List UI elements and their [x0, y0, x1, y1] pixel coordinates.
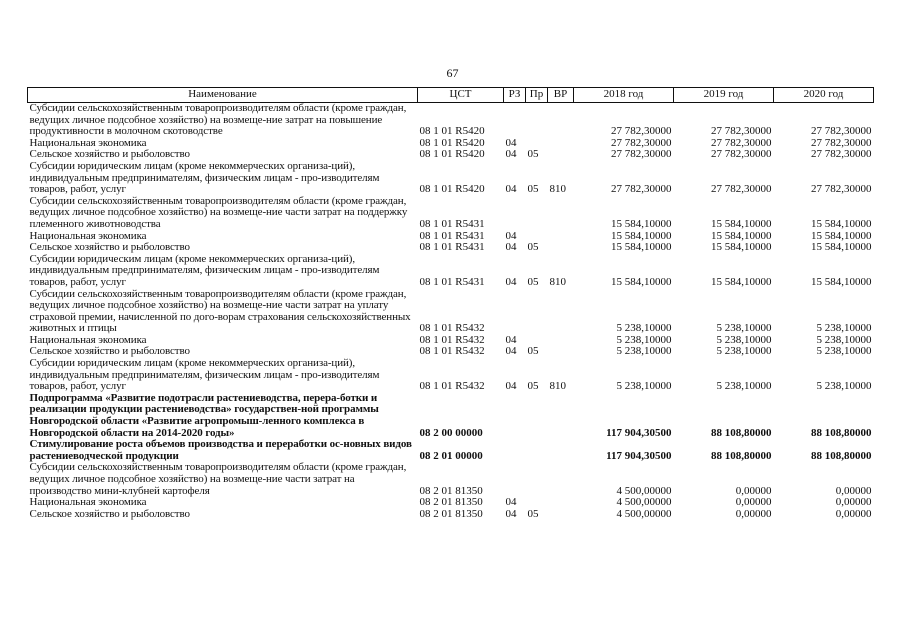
row-name: Сельское хозяйство и рыболовство	[29, 345, 190, 358]
row-2019: 15 584,10000	[711, 229, 772, 242]
page-number: 67	[446, 66, 459, 80]
row-2019: 88 108,80000	[711, 449, 772, 462]
row-name: Сельское хозяйство и рыболовство	[29, 241, 190, 254]
row-name: Сельское хозяйство и рыболовство	[29, 507, 190, 520]
header-rz: РЗ	[504, 88, 526, 103]
row-2020: 27 782,30000	[811, 183, 872, 196]
row-2020: 88 108,80000	[811, 426, 872, 439]
row-vr	[548, 103, 574, 138]
table-row	[28, 196, 874, 231]
row-rz	[504, 439, 526, 462]
row-name: Субсидии юридическим лицам (кроме некоммерческих организа-ций), индивидуальным предпринимателям, физическим лицам - про-изводителям товаров, работ, услуг	[29, 357, 380, 393]
header-2018: 2018 год	[574, 88, 674, 103]
row-rz	[504, 103, 526, 138]
row-vr	[548, 335, 574, 347]
table-row	[28, 509, 874, 521]
row-cst: 08 2 01 81350	[419, 484, 483, 497]
row-2020: 5 238,10000	[816, 380, 872, 393]
row-cst: 08 1 01 R5432	[419, 380, 485, 393]
table-body	[28, 103, 874, 521]
row-name: Субсидии сельскохозяйственным товаропроизводителям области (кроме граждан, ведущих личное подсобное хозяйство) на возмеще-ние затрат на повышение продуктивности в молочном скотоводстве	[29, 102, 407, 138]
row-name: Субсидии сельскохозяйственным товаропроизводителям области (кроме граждан, ведущих личное подсобное хозяйство) на возмеще-ние части затрат на уплату страховой премии, начисленной по дого-ворам страхования сельскохозяйственных животных и птицы	[29, 287, 411, 335]
row-2019: 5 238,10000	[716, 322, 772, 335]
row-2018: 5 238,10000	[616, 380, 672, 393]
row-2020: 0,00000	[835, 496, 872, 509]
row-name: Субсидии сельскохозяйственным товаропроизводителям области (кроме граждан, ведущих личное подсобное хозяйство) на возмеще-ние части затрат на производство мини-клубней картофеля	[29, 461, 407, 497]
row-pr	[526, 439, 548, 462]
row-cst: 08 1 01 R5420	[419, 136, 485, 149]
row-pr	[526, 103, 548, 138]
row-cst: 08 1 01 R5431	[419, 241, 485, 254]
row-name: Субсидии юридическим лицам (кроме некоммерческих организа-ций), индивидуальным предпринимателям, физическим лицам - про-изводителям товаров, работ, услуг	[29, 159, 380, 196]
table-header-row	[28, 88, 874, 103]
row-name: Национальная экономика	[29, 333, 147, 346]
row-vr	[548, 462, 574, 497]
row-pr: 05	[527, 148, 539, 161]
row-name: Подпрограмма «Развитие подотрасли растениеводства, перера-ботки и реализации продукции растениеводства» государствен-ной программы Новгородской области «Развитие агропромыш-ленного комплекса в Новгородской области на 2014-2020 годы»	[29, 391, 379, 439]
row-2020: 5 238,10000	[816, 322, 872, 335]
row-2020: 15 584,10000	[811, 229, 872, 242]
header-2020: 2020 год	[774, 88, 874, 103]
row-2018: 117 904,30500	[606, 449, 672, 462]
row-2019: 0,00000	[735, 484, 772, 497]
row-2020: 5 238,10000	[816, 345, 872, 358]
row-vr	[548, 196, 574, 231]
header-2019: 2019 год	[674, 88, 774, 103]
row-2018: 5 238,10000	[616, 345, 672, 358]
row-2020: 15 584,10000	[811, 275, 872, 288]
row-rz: 04	[505, 183, 517, 196]
row-vr	[548, 242, 574, 254]
row-cst: 08 1 01 R5420	[419, 183, 485, 196]
header-name: Наименование	[28, 88, 418, 103]
row-2019: 27 782,30000	[711, 125, 772, 138]
row-cst: 08 1 01 R5431	[419, 217, 485, 230]
row-vr: 810	[549, 380, 566, 393]
row-2019: 5 238,10000	[716, 345, 772, 358]
row-2018: 5 238,10000	[616, 322, 672, 335]
row-vr	[548, 509, 574, 521]
row-pr: 05	[527, 380, 539, 393]
row-name: Стимулирование роста объемов производства и переработки ос-новных видов растениеводческой продукции	[29, 438, 412, 462]
row-2019: 27 782,30000	[711, 136, 772, 149]
row-2020: 27 782,30000	[811, 148, 872, 161]
row-cst: 08 1 01 R5431	[419, 275, 485, 288]
row-vr	[548, 393, 574, 439]
row-2020: 88 108,80000	[811, 449, 872, 462]
row-rz: 04	[505, 229, 517, 242]
row-cst: 08 1 01 R5420	[419, 148, 485, 161]
row-2018: 4 500,00000	[616, 496, 672, 509]
row-cst: 08 2 01 00000	[419, 449, 483, 462]
row-pr	[526, 462, 548, 497]
row-2020: 0,00000	[835, 484, 872, 497]
row-cst: 08 1 01 R5431	[419, 229, 485, 242]
row-2018: 27 782,30000	[611, 125, 672, 138]
row-rz	[504, 393, 526, 439]
row-vr	[548, 289, 574, 335]
row-2019: 5 238,10000	[716, 380, 772, 393]
row-2018: 27 782,30000	[611, 183, 672, 196]
row-pr: 05	[527, 275, 539, 288]
header-vr: ВР	[548, 88, 574, 103]
row-vr: 810	[549, 183, 566, 196]
row-name: Субсидии юридическим лицам (кроме некоммерческих организа-ций), индивидуальным предпринимателям, физическим лицам - про-изводителям товаров, работ, услуг	[29, 252, 380, 288]
row-rz: 04	[505, 241, 517, 254]
table-row	[28, 462, 874, 497]
header-cst: ЦСТ	[418, 88, 504, 103]
row-rz: 04	[505, 136, 517, 149]
row-pr: 05	[527, 345, 539, 358]
row-2020: 0,00000	[835, 507, 872, 520]
row-2019: 27 782,30000	[711, 148, 772, 161]
row-2018: 15 584,10000	[611, 217, 672, 230]
row-vr	[548, 497, 574, 509]
row-2019: 88 108,80000	[711, 426, 772, 439]
table-row	[28, 242, 874, 254]
row-rz	[504, 196, 526, 231]
row-cst: 08 1 01 R5432	[419, 333, 485, 346]
row-rz: 04	[505, 345, 517, 358]
row-vr: 810	[549, 275, 566, 288]
row-name: Национальная экономика	[29, 229, 147, 242]
table-row	[28, 161, 874, 196]
row-2019: 0,00000	[735, 507, 772, 520]
row-cst: 08 2 01 81350	[419, 496, 483, 509]
row-2019: 15 584,10000	[711, 275, 772, 288]
row-2018: 15 584,10000	[611, 241, 672, 254]
row-2018: 4 500,00000	[616, 507, 672, 520]
row-name: Сельское хозяйство и рыболовство	[29, 148, 190, 161]
row-cst: 08 1 01 R5420	[419, 125, 485, 138]
row-rz: 04	[505, 275, 517, 288]
row-rz: 04	[505, 496, 517, 509]
table-row	[28, 103, 874, 138]
row-name: Национальная экономика	[29, 136, 147, 149]
table-row	[28, 439, 874, 462]
row-cst: 08 1 01 R5432	[419, 345, 485, 358]
row-2020: 27 782,30000	[811, 125, 872, 138]
table-row	[28, 358, 874, 393]
budget-table	[27, 87, 874, 520]
row-rz: 04	[505, 380, 517, 393]
row-rz: 04	[505, 148, 517, 161]
row-rz: 04	[505, 333, 517, 346]
row-2019: 15 584,10000	[711, 241, 772, 254]
row-2019: 0,00000	[735, 496, 772, 509]
table-row	[28, 289, 874, 335]
row-2018: 5 238,10000	[616, 333, 672, 346]
row-2018: 15 584,10000	[611, 275, 672, 288]
row-pr	[526, 196, 548, 231]
row-2020: 15 584,10000	[811, 241, 872, 254]
row-2020: 5 238,10000	[816, 333, 872, 346]
row-pr: 05	[527, 507, 539, 520]
row-cst: 08 2 00 00000	[419, 426, 483, 439]
row-2019: 5 238,10000	[716, 333, 772, 346]
row-rz: 04	[505, 507, 517, 520]
row-2019: 15 584,10000	[711, 217, 772, 230]
row-2020: 15 584,10000	[811, 217, 872, 230]
row-cst: 08 2 01 81350	[419, 507, 483, 520]
row-name: Национальная экономика	[29, 496, 147, 509]
row-vr	[548, 439, 574, 462]
row-2018: 27 782,30000	[611, 148, 672, 161]
row-vr	[548, 149, 574, 161]
row-rz	[504, 289, 526, 335]
row-pr	[526, 393, 548, 439]
row-vr	[548, 138, 574, 150]
row-2018: 27 782,30000	[611, 136, 672, 149]
row-pr	[526, 289, 548, 335]
row-vr	[548, 231, 574, 243]
row-2019: 27 782,30000	[711, 183, 772, 196]
row-cst: 08 1 01 R5432	[419, 322, 485, 335]
table-row	[28, 254, 874, 289]
row-2018: 4 500,00000	[616, 484, 672, 497]
header-pr: Пр	[526, 88, 548, 103]
row-pr: 05	[527, 241, 539, 254]
row-rz	[504, 462, 526, 497]
row-2018: 15 584,10000	[611, 229, 672, 242]
row-2018: 117 904,30500	[606, 426, 672, 439]
table-row	[28, 393, 874, 439]
row-vr	[548, 346, 574, 358]
row-pr: 05	[527, 183, 539, 196]
row-2020: 27 782,30000	[811, 136, 872, 149]
row-name: Субсидии сельскохозяйственным товаропроизводителям области (кроме граждан, ведущих личное подсобное хозяйство) на возмеще-ние части затрат на поддержку племенного животноводства	[29, 194, 408, 230]
